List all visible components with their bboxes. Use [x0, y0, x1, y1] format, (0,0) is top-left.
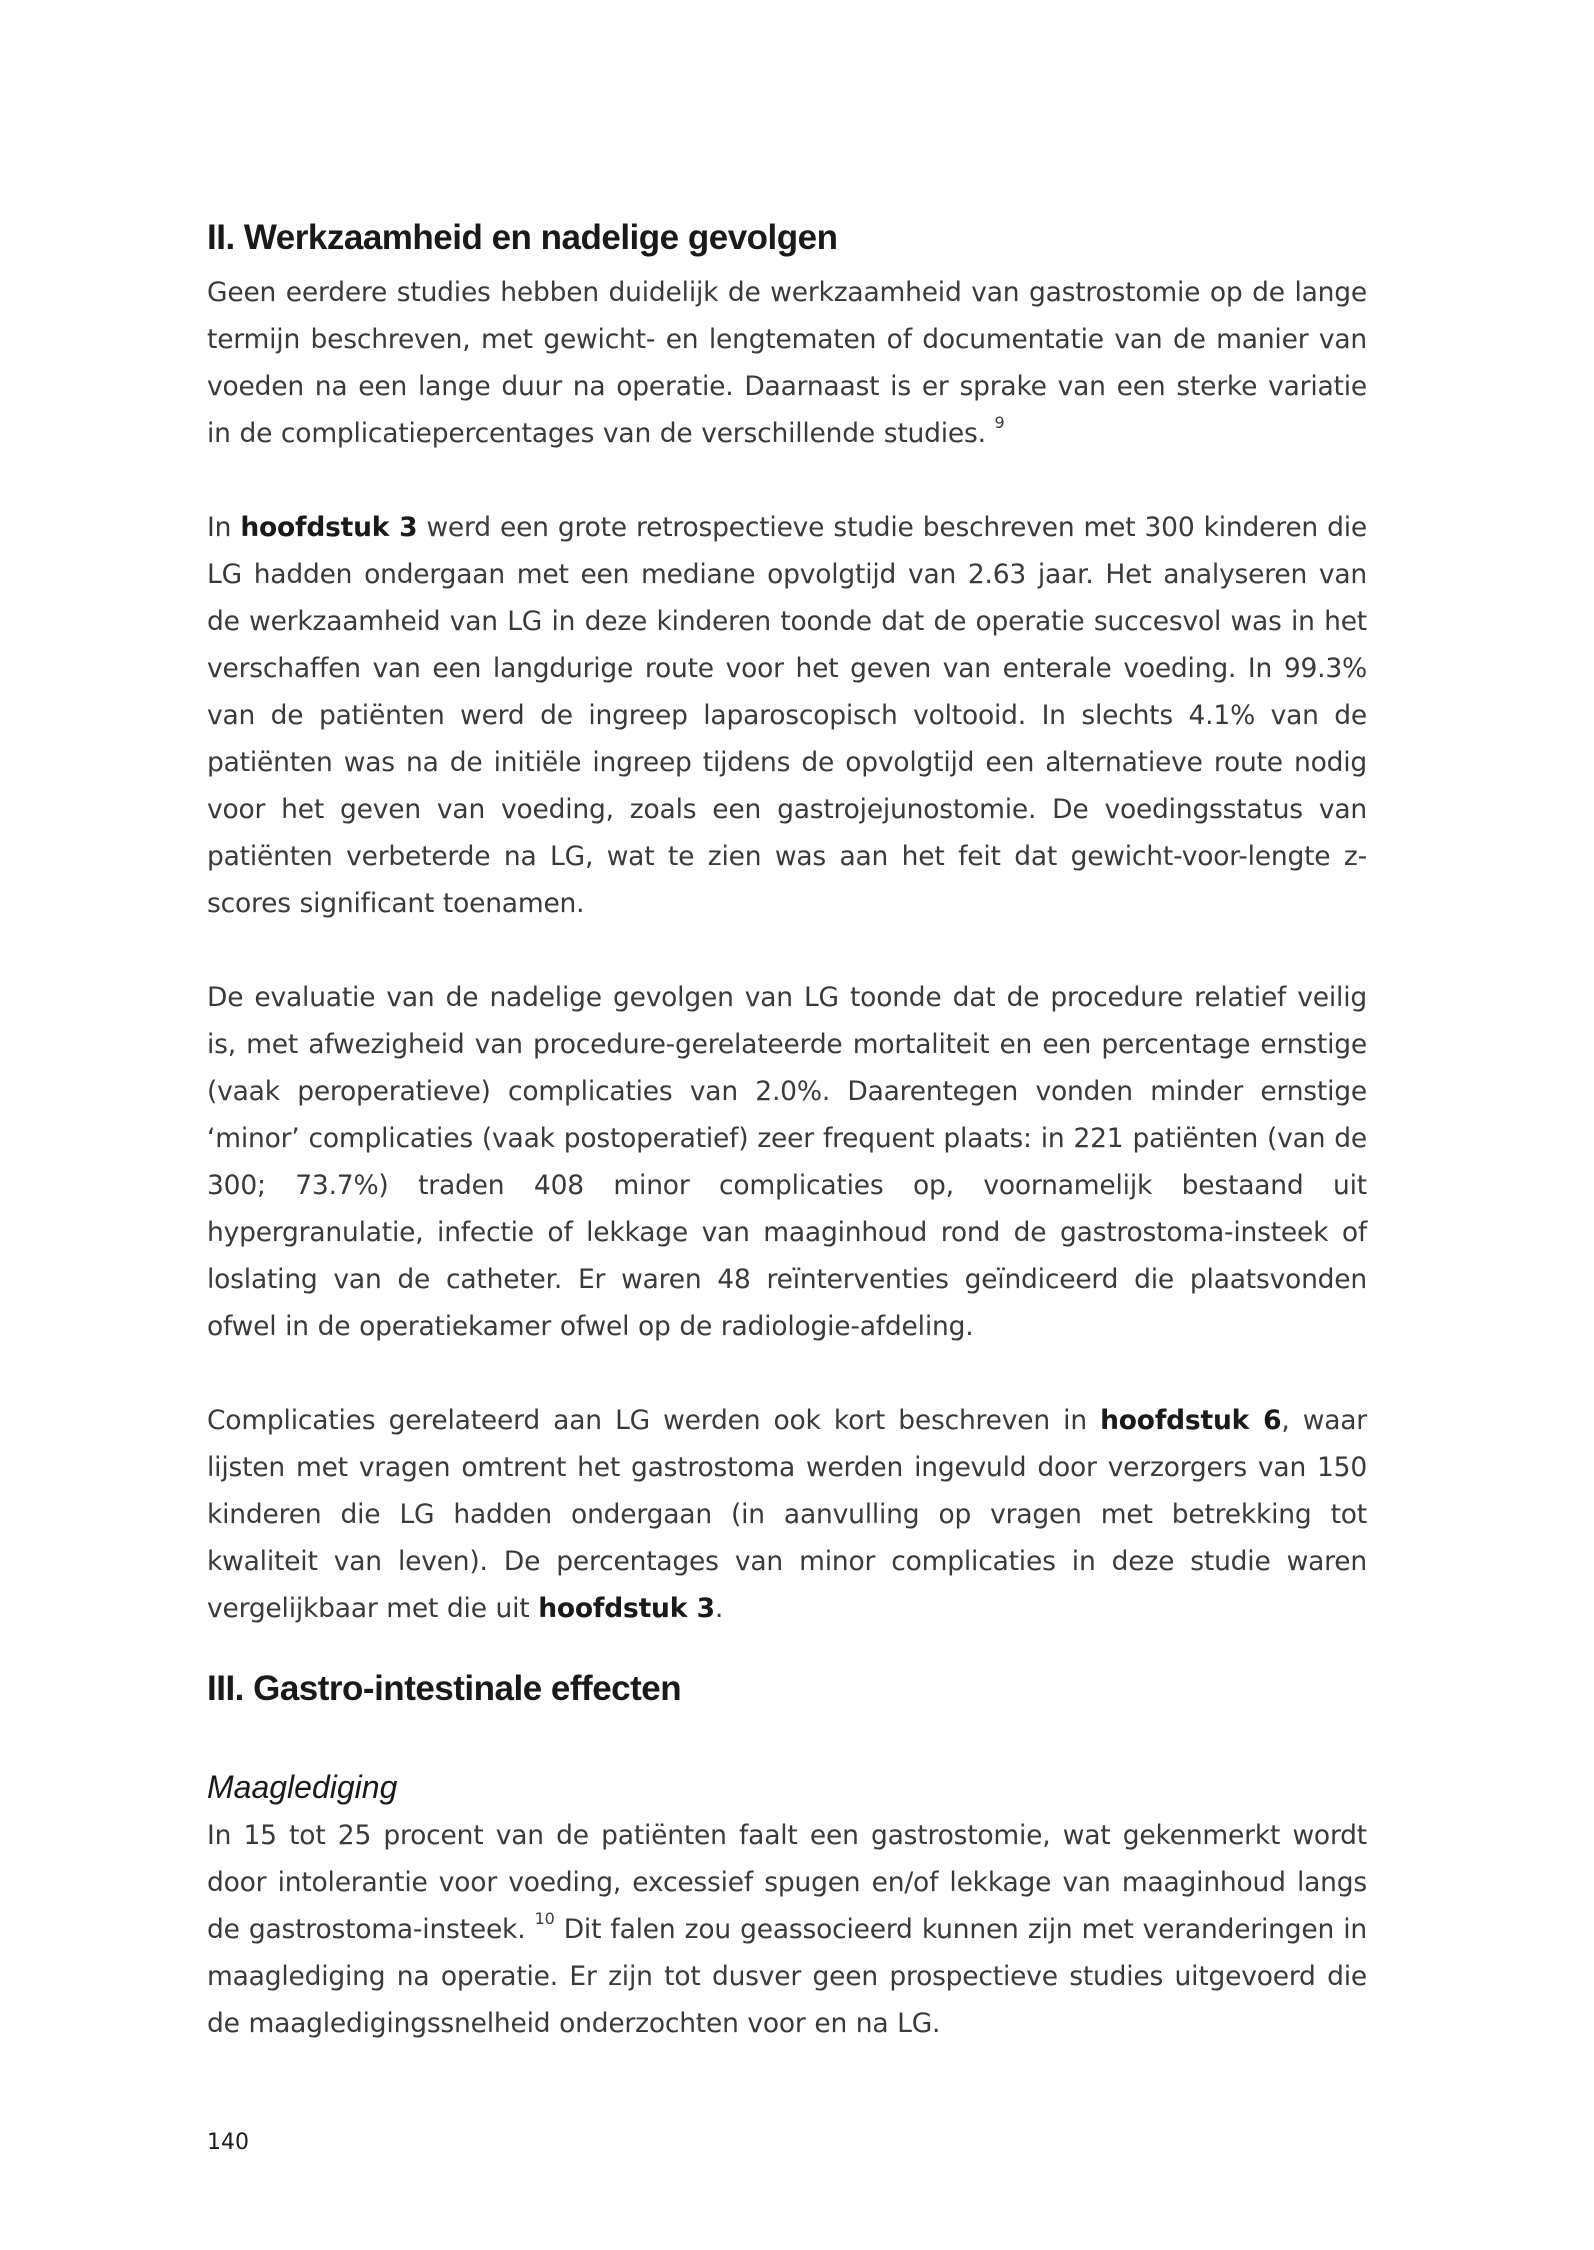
subheading-maaglediging: Maaglediging [207, 1769, 398, 1805]
paragraph-maaglediging [207, 1812, 1367, 2047]
paragraph-text: De evaluatie van de nadelige gevolgen van LG toonde dat de procedure relatief veilig is, met afwezigheid van procedure-gerelateerde mortaliteit en een percentage ernstige (vaak peroperatieve) complicaties van 2.0%. Daarentegen vonden minder ernstige ‘minor’ complicaties (vaak postoperatief) zeer frequent plaats: in 221 patiënten (van de 300; 73.7%) traden 408 minor complicaties op, voornamelijk bestaand uit hypergranulatie, infectie of lekkage van maaginhoud rond de gastrostoma-insteek of loslating van de catheter. Er waren 48 reïnterventies geïndiceerd die plaatsvonden ofwel in de operatiekamer ofwel op de radiologie-afdeling. [207, 982, 1367, 1342]
paragraph-text: Geen eerdere studies hebben duidelijk de werkzaamheid van gastrostomie op de lange termijn beschreven, met gewicht- en lengtematen of documentatie van de manier van voeden na een lange duur na operatie. Daarnaast is er sprake van een sterke variatie in de complicatiepercentages van de verschillende studies. [207, 277, 1367, 449]
paragraph-nadelige-gevolgen [207, 974, 1367, 1350]
page-number: 140 [207, 2130, 249, 2155]
paragraph-text: Complicaties gerelateerd aan LG werden ook kort beschreven in [207, 1405, 1101, 1436]
page-body [207, 215, 1367, 2047]
section-heading-werkzaamheid: II. Werkzaamheid en nadelige gevolgen [207, 218, 838, 257]
paragraph-text: In [207, 512, 241, 543]
bold-chapter-reference: hoofdstuk 3 [240, 512, 418, 543]
paragraph-intro [207, 269, 1367, 457]
paragraph-text: . [714, 1593, 724, 1624]
paragraph-text: Dit falen zou geassocieerd kunnen zijn met veranderingen in maaglediging na operatie. Er zijn tot dusver geen prospectieve studies uitgevoerd die de maagledigingssnelheid onderzochten voor en na LG. [207, 1914, 1368, 2039]
paragraph-hoofdstuk-3 [207, 504, 1367, 927]
paragraph-hoofdstuk-6 [207, 1397, 1367, 1632]
reference-superscript: 10 [534, 1909, 555, 1929]
reference-superscript: 9 [994, 413, 1005, 433]
section-heading-gastro-intestinale: III. Gastro-intestinale effecten [207, 1669, 682, 1708]
bold-chapter-reference: hoofdstuk 3 [538, 1593, 715, 1624]
paragraph-text: In 15 tot 25 procent van de patiënten faalt een gastrostomie, wat gekenmerkt wordt door intolerantie voor voeding, excessief spugen en/of lekkage van maaginhoud langs de gastrostoma-insteek. [207, 1820, 1367, 1945]
paragraph-text: werd een grote retrospectieve studie beschreven met 300 kinderen die LG hadden ondergaan met een mediane opvolgtijd van 2.63 jaar. Het analyseren van de werkzaamheid van LG in deze kinderen toonde dat de operatie succesvol was in het verschaffen van een langdurige route voor het geven van enterale voeding. In 99.3% van de patiënten werd de ingreep laparoscopisch voltooid. In slechts 4.1% van de patiënten was na de initiële ingreep tijdens de opvolgtijd een alternatieve route nodig voor het geven van voeding, zoals een gastrojejunostomie. De voedingsstatus van patiënten verbeterde na LG, wat te zien was aan het feit dat gewicht-voor-lengte z-scores significant toenamen. [207, 512, 1368, 919]
paragraph-text: , waar lijsten met vragen omtrent het gastrostoma werden ingevuld door verzorgers van 150 kinderen die LG hadden ondergaan (in aanvulling op vragen met betrekking tot kwaliteit van leven). De percentages van minor complicaties in deze studie waren vergelijkbaar met die uit [207, 1405, 1368, 1624]
bold-chapter-reference: hoofdstuk 6 [1100, 1405, 1282, 1436]
